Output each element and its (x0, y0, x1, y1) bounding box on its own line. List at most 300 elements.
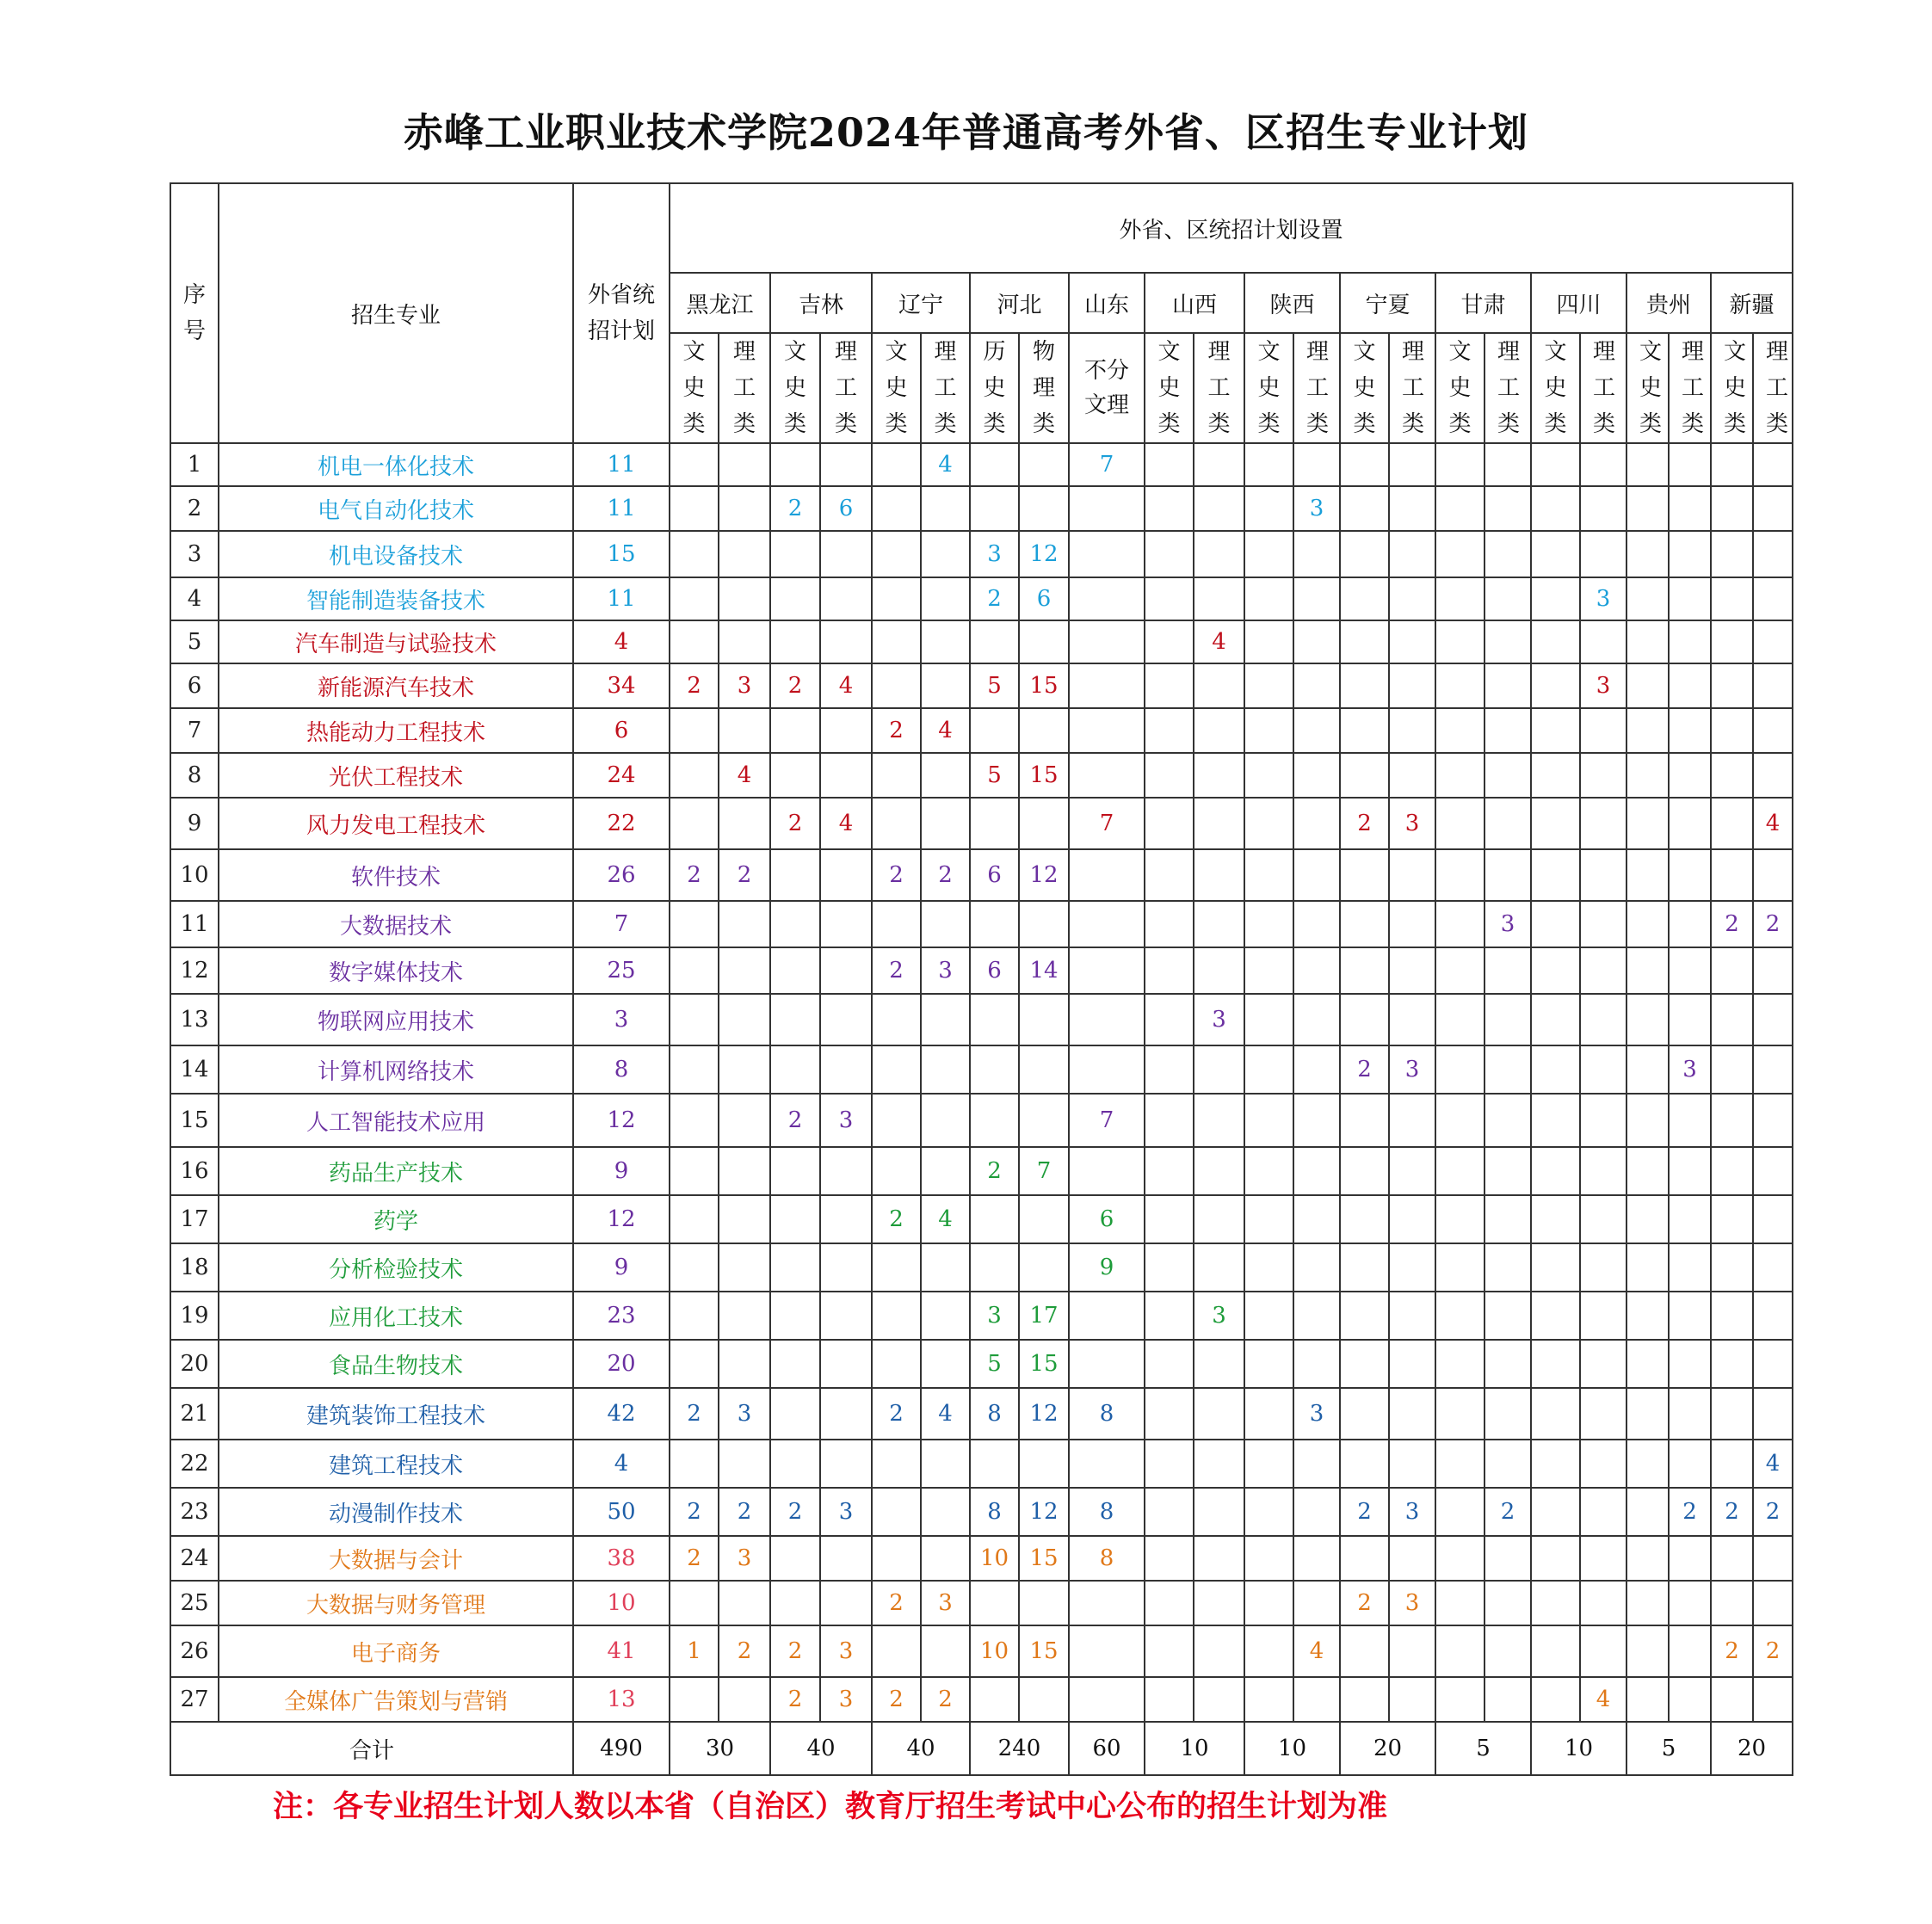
plan-cell: 1 (670, 1625, 719, 1677)
plan-cell (1484, 531, 1531, 577)
table-row (170, 1625, 1793, 1677)
row-seq: 12 (170, 947, 219, 994)
plan-cell (1580, 1195, 1626, 1243)
plan-cell (719, 1292, 770, 1340)
plan-cell (1145, 577, 1194, 620)
subject-category-header: 文史类 (1626, 333, 1669, 443)
plan-cell (770, 443, 820, 486)
table-row (170, 531, 1793, 577)
table-row (170, 994, 1793, 1045)
plan-cell: 3 (1389, 1045, 1435, 1094)
plan-cell (770, 620, 820, 663)
plan-cell (1389, 486, 1435, 531)
major-name: 动漫制作技术 (219, 1488, 573, 1536)
row-seq: 2 (170, 486, 219, 531)
plan-cell: 10 (970, 1536, 1019, 1581)
row-seq: 21 (170, 1388, 219, 1440)
plan-cell (1753, 1677, 1793, 1722)
plan-cell: 9 (1069, 1243, 1145, 1292)
plan-cell (1753, 663, 1793, 708)
major-total: 9 (573, 1147, 670, 1195)
plan-cell: 4 (820, 798, 872, 849)
plan-cell (1669, 443, 1711, 486)
plan-cell (872, 1340, 921, 1388)
plan-cell (1389, 1292, 1435, 1340)
plan-cell (1069, 663, 1145, 708)
plan-cell (1069, 753, 1145, 798)
row-seq: 13 (170, 994, 219, 1045)
plan-cell (1711, 486, 1753, 531)
plan-cell: 3 (1194, 994, 1244, 1045)
plan-cell (1019, 1677, 1069, 1722)
plan-cell (1626, 531, 1669, 577)
plan-cell (719, 1677, 770, 1722)
plan-cell (1484, 486, 1531, 531)
plan-cell (1293, 531, 1340, 577)
subject-category-header: 文史类 (872, 333, 921, 443)
major-total: 41 (573, 1625, 670, 1677)
subject-category-header: 理工类 (1293, 333, 1340, 443)
plan-cell (1340, 486, 1389, 531)
plan-cell (719, 443, 770, 486)
plan-cell (1580, 486, 1626, 531)
major-total: 4 (573, 620, 670, 663)
row-seq: 20 (170, 1340, 219, 1388)
plan-cell (1531, 708, 1580, 753)
province-total: 10 (1145, 1722, 1244, 1775)
plan-cell (872, 1488, 921, 1536)
plan-cell (1145, 798, 1194, 849)
plan-cell (1580, 1243, 1626, 1292)
plan-cell (1435, 1243, 1484, 1292)
plan-cell (820, 443, 872, 486)
plan-cell (872, 1625, 921, 1677)
table-row (170, 1243, 1793, 1292)
plan-cell (1019, 620, 1069, 663)
plan-cell (1580, 1094, 1626, 1147)
plan-cell (921, 1488, 970, 1536)
plan-cell (1340, 1677, 1389, 1722)
plan-cell (1293, 1488, 1340, 1536)
plan-cell (1669, 994, 1711, 1045)
plan-cell (820, 1195, 872, 1243)
plan-cell: 7 (1069, 443, 1145, 486)
plan-cell (719, 1045, 770, 1094)
table-row (170, 1045, 1793, 1094)
plan-cell (1293, 901, 1340, 947)
plan-cell (1340, 1292, 1389, 1340)
plan-cell (1626, 994, 1669, 1045)
province-total: 30 (670, 1722, 770, 1775)
plan-cell (1293, 620, 1340, 663)
plan-cell (1669, 1340, 1711, 1388)
plan-cell (1626, 443, 1669, 486)
plan-cell (1669, 1625, 1711, 1677)
plan-cell (820, 577, 872, 620)
row-seq: 23 (170, 1488, 219, 1536)
plan-cell (1145, 1243, 1194, 1292)
plan-cell (1711, 994, 1753, 1045)
plan-cell (1711, 1243, 1753, 1292)
plan-cell (1580, 1488, 1626, 1536)
major-total: 23 (573, 1292, 670, 1340)
plan-cell (1531, 947, 1580, 994)
plan-cell: 5 (970, 1340, 1019, 1388)
plan-cell (921, 1625, 970, 1677)
plan-cell (1194, 708, 1244, 753)
table-row (170, 901, 1793, 947)
plan-cell: 3 (921, 947, 970, 994)
row-seq: 8 (170, 753, 219, 798)
plan-cell (1145, 531, 1194, 577)
plan-cell (1194, 798, 1244, 849)
plan-cell (970, 994, 1019, 1045)
plan-cell: 4 (921, 1388, 970, 1440)
plan-cell (1626, 1440, 1669, 1488)
plan-cell (1711, 1581, 1753, 1625)
plan-cell: 2 (770, 1094, 820, 1147)
major-name: 新能源汽车技术 (219, 663, 573, 708)
plan-cell (1194, 1340, 1244, 1388)
plan-cell: 8 (1069, 1488, 1145, 1536)
plan-cell (670, 901, 719, 947)
plan-cell (1019, 798, 1069, 849)
plan-cell (1753, 577, 1793, 620)
plan-cell (1753, 531, 1793, 577)
plan-cell: 4 (719, 753, 770, 798)
plan-cell (820, 531, 872, 577)
plan-cell (1340, 620, 1389, 663)
plan-cell (1340, 1536, 1389, 1581)
plan-cell (1531, 1581, 1580, 1625)
plan-cell: 10 (970, 1625, 1019, 1677)
major-total: 6 (573, 708, 670, 753)
plan-cell (1669, 577, 1711, 620)
plan-cell (1531, 1488, 1580, 1536)
major-name: 大数据与财务管理 (219, 1581, 573, 1625)
plan-cell: 2 (719, 1625, 770, 1677)
page-title: 赤峰工业职业技术学院2024年普通高考外省、区招生专业计划 (403, 109, 1529, 156)
plan-cell (1484, 1292, 1531, 1340)
plan-cell (1484, 1147, 1531, 1195)
plan-cell: 4 (1293, 1625, 1340, 1677)
plan-cell (719, 620, 770, 663)
plan-cell (1484, 577, 1531, 620)
plan-cell (1293, 1581, 1340, 1625)
plan-cell (1293, 1440, 1340, 1488)
plan-cell (1669, 620, 1711, 663)
plan-cell (1019, 1243, 1069, 1292)
plan-cell (1484, 798, 1531, 849)
plan-cell (1145, 1388, 1194, 1440)
table-row (170, 1147, 1793, 1195)
plan-cell (1019, 1045, 1069, 1094)
row-seq: 25 (170, 1581, 219, 1625)
plan-cell (1531, 1195, 1580, 1243)
plan-cell (1293, 1677, 1340, 1722)
plan-cell (1531, 620, 1580, 663)
plan-cell (1340, 443, 1389, 486)
plan-cell (1484, 1388, 1531, 1440)
subject-category-header: 文史类 (770, 333, 820, 443)
subject-category-header: 文史类 (1711, 333, 1753, 443)
plan-cell (1484, 1536, 1531, 1581)
subject-category-header: 文史类 (1435, 333, 1484, 443)
plan-cell (1626, 577, 1669, 620)
plan-cell: 6 (1069, 1195, 1145, 1243)
plan-cell (1019, 443, 1069, 486)
major-name: 大数据技术 (219, 901, 573, 947)
major-name: 机电一体化技术 (219, 443, 573, 486)
table-row (170, 486, 1793, 531)
plan-cell (1711, 443, 1753, 486)
plan-cell (1669, 1581, 1711, 1625)
plan-cell (1389, 1243, 1435, 1292)
plan-cell (1019, 1581, 1069, 1625)
plan-cell (1711, 1045, 1753, 1094)
plan-cell (719, 947, 770, 994)
plan-cell (872, 901, 921, 947)
plan-cell (1194, 947, 1244, 994)
plan-cell (1145, 753, 1194, 798)
plan-cell (1389, 1340, 1435, 1388)
plan-cell: 3 (1293, 1388, 1340, 1440)
major-name: 热能动力工程技术 (219, 708, 573, 753)
plan-cell (1389, 1536, 1435, 1581)
plan-cell (1389, 1388, 1435, 1440)
province-total: 10 (1531, 1722, 1626, 1775)
subject-category-header: 理工类 (1669, 333, 1711, 443)
plan-cell: 2 (872, 1388, 921, 1440)
plan-cell: 2 (1340, 1581, 1389, 1625)
plan-cell (820, 1045, 872, 1094)
plan-cell (1145, 1340, 1194, 1388)
plan-cell (1293, 708, 1340, 753)
plan-cell (1626, 1045, 1669, 1094)
plan-cell (770, 1147, 820, 1195)
plan-cell (670, 1147, 719, 1195)
plan-cell: 6 (970, 947, 1019, 994)
plan-cell (872, 798, 921, 849)
plan-cell (1389, 753, 1435, 798)
plan-cell (1435, 1536, 1484, 1581)
plan-cell: 2 (921, 849, 970, 901)
row-seq: 18 (170, 1243, 219, 1292)
plan-cell (1711, 798, 1753, 849)
plan-cell (670, 1094, 719, 1147)
plan-cell (1069, 708, 1145, 753)
major-name: 全媒体广告策划与营销 (219, 1677, 573, 1722)
plan-cell (1194, 531, 1244, 577)
plan-cell: 2 (1669, 1488, 1711, 1536)
plan-cell (1531, 1292, 1580, 1340)
plan-cell (1711, 1536, 1753, 1581)
plan-cell (1669, 798, 1711, 849)
plan-cell (820, 947, 872, 994)
row-seq: 4 (170, 577, 219, 620)
plan-cell (1340, 1195, 1389, 1243)
major-name: 电气自动化技术 (219, 486, 573, 531)
plan-cell (1435, 1488, 1484, 1536)
plan-cell (1484, 1045, 1531, 1094)
subject-category-header: 物理类 (1019, 333, 1069, 443)
plan-cell (1069, 620, 1145, 663)
major-total: 11 (573, 443, 670, 486)
plan-cell (1669, 1094, 1711, 1147)
plan-cell (1340, 1625, 1389, 1677)
major-name: 智能制造装备技术 (219, 577, 573, 620)
plan-cell (1484, 753, 1531, 798)
plan-cell (1194, 1147, 1244, 1195)
plan-cell (1626, 1147, 1669, 1195)
plan-cell (1340, 577, 1389, 620)
plan-cell: 2 (670, 1388, 719, 1440)
plan-cell (1293, 443, 1340, 486)
plan-cell (1626, 1340, 1669, 1388)
plan-cell (1580, 849, 1626, 901)
row-seq: 9 (170, 798, 219, 849)
plan-cell: 2 (719, 1488, 770, 1536)
plan-cell (921, 753, 970, 798)
plan-cell (1069, 1147, 1145, 1195)
major-total: 50 (573, 1488, 670, 1536)
plan-cell: 2 (770, 1677, 820, 1722)
plan-cell (1293, 849, 1340, 901)
plan-cell: 15 (1019, 1340, 1069, 1388)
table-row (170, 1292, 1793, 1340)
plan-cell (1019, 1094, 1069, 1147)
enrollment-plan-table (170, 182, 1793, 1776)
plan-cell (1531, 1094, 1580, 1147)
plan-cell: 3 (970, 531, 1019, 577)
plan-cell (921, 1147, 970, 1195)
plan-cell (1069, 1292, 1145, 1340)
plan-cell: 15 (1019, 753, 1069, 798)
plan-cell (921, 531, 970, 577)
plan-cell (1435, 1625, 1484, 1677)
plan-cell (1435, 1388, 1484, 1440)
plan-cell (1711, 1195, 1753, 1243)
plan-cell: 2 (770, 798, 820, 849)
plan-cell (921, 620, 970, 663)
plan-cell (921, 486, 970, 531)
plan-cell (1145, 708, 1194, 753)
plan-cell: 2 (872, 947, 921, 994)
plan-cell (719, 577, 770, 620)
plan-cell (1244, 443, 1293, 486)
plan-cell (1711, 620, 1753, 663)
plan-cell (770, 1388, 820, 1440)
plan-cell: 3 (1580, 577, 1626, 620)
province-total: 10 (1244, 1722, 1340, 1775)
plan-cell (1669, 1536, 1711, 1581)
subject-category-header: 不分文理 (1069, 333, 1145, 443)
plan-cell (1389, 577, 1435, 620)
table-row (170, 1677, 1793, 1722)
plan-cell (670, 1340, 719, 1388)
row-seq: 14 (170, 1045, 219, 1094)
plan-cell (872, 620, 921, 663)
plan-cell (1293, 1195, 1340, 1243)
plan-cell: 3 (1580, 663, 1626, 708)
plan-cell (1340, 849, 1389, 901)
plan-cell (1753, 1340, 1793, 1388)
plan-cell (1580, 443, 1626, 486)
plan-cell (1626, 486, 1669, 531)
plan-cell (1244, 994, 1293, 1045)
plan-cell: 3 (719, 663, 770, 708)
plan-cell (1145, 1581, 1194, 1625)
plan-cell (1244, 1625, 1293, 1677)
plan-cell (970, 1045, 1019, 1094)
plan-cell (1435, 1581, 1484, 1625)
plan-cell (1389, 620, 1435, 663)
plan-cell: 4 (1753, 1440, 1793, 1488)
plan-cell (1531, 901, 1580, 947)
plan-cell (1435, 1195, 1484, 1243)
plan-cell (872, 531, 921, 577)
plan-cell: 4 (820, 663, 872, 708)
province-header: 河北 (970, 273, 1069, 333)
plan-cell (820, 708, 872, 753)
plan-cell (1244, 1340, 1293, 1388)
plan-cell (921, 663, 970, 708)
plan-cell (770, 1243, 820, 1292)
plan-cell (1753, 1388, 1793, 1440)
plan-cell (820, 1536, 872, 1581)
plan-cell: 8 (1069, 1388, 1145, 1440)
plan-cell (1753, 708, 1793, 753)
plan-cell (1019, 486, 1069, 531)
plan-cell (1580, 1625, 1626, 1677)
plan-cell (872, 486, 921, 531)
subject-category-header: 理工类 (1753, 333, 1793, 443)
plan-cell (1194, 1045, 1244, 1094)
plan-cell: 3 (820, 1677, 872, 1722)
plan-cell (1753, 753, 1793, 798)
plan-cell: 2 (1340, 1488, 1389, 1536)
plan-cell (1753, 1581, 1793, 1625)
plan-cell: 2 (1340, 1045, 1389, 1094)
plan-cell (1531, 663, 1580, 708)
plan-cell: 2 (670, 849, 719, 901)
plan-cell (1145, 1440, 1194, 1488)
plan-cell (1244, 1147, 1293, 1195)
plan-cell: 2 (970, 577, 1019, 620)
table-row (170, 753, 1793, 798)
plan-cell (1244, 947, 1293, 994)
plan-cell: 3 (1389, 1581, 1435, 1625)
plan-cell (872, 663, 921, 708)
plan-cell (820, 753, 872, 798)
plan-cell (820, 1581, 872, 1625)
plan-cell (1244, 531, 1293, 577)
plan-cell (670, 994, 719, 1045)
plan-cell (670, 1581, 719, 1625)
plan-cell: 2 (670, 1488, 719, 1536)
plan-cell (1194, 1094, 1244, 1147)
plan-cell: 4 (921, 708, 970, 753)
major-name: 机电设备技术 (219, 531, 573, 577)
plan-cell (1340, 753, 1389, 798)
row-seq: 16 (170, 1147, 219, 1195)
plan-cell (1340, 1440, 1389, 1488)
plan-cell: 3 (820, 1625, 872, 1677)
plan-cell (1669, 1243, 1711, 1292)
plan-cell (1194, 1677, 1244, 1722)
plan-cell (1580, 708, 1626, 753)
plan-cell (970, 620, 1019, 663)
